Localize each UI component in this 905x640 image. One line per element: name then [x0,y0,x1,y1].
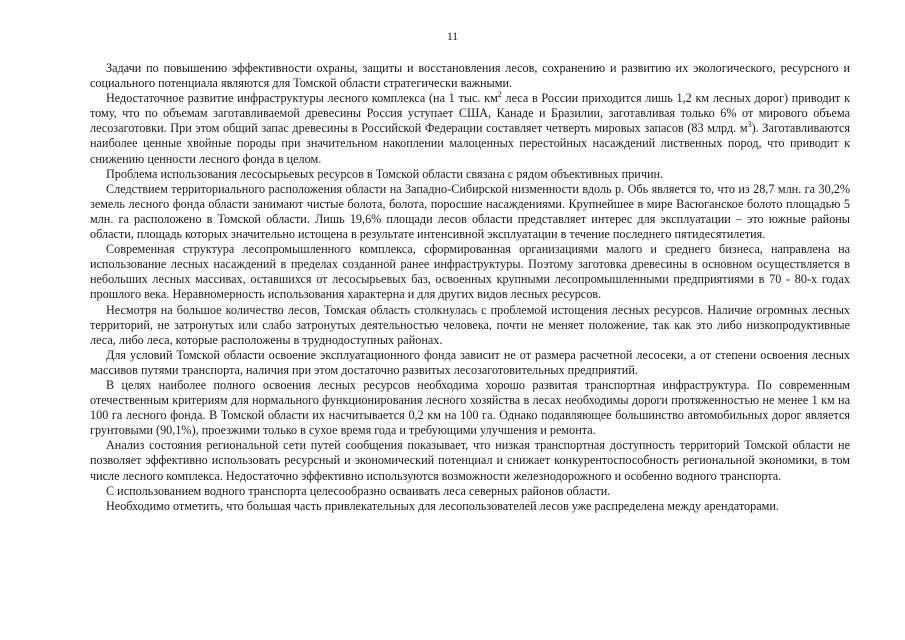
paragraph-2-part-3: ). Заготавливаются наиболее ценные хвойные породы при значительном накоплении малоценных перестойных насаждений лиственных пород, что приводит к снижению ценности лесного фонда в целом. [90,121,850,166]
paragraph-11: Необходимо отметить, что большая часть привлекательных для лесопользователей лесов уже распределена между арендаторами. [106,498,779,513]
paragraph-6: Несмотря на большое количество лесов, Томская область столкнулась с проблемой истощения лесных ресурсов. Наличие огромных лесных территорий, не затронутых или слабо затронутых деятельностью человека, почти не меняет положение, так как это либо низкопродуктивные леса, либо леса, которые расположены в труднодоступных районах. [90,302,850,347]
paragraph-3: Проблема использования лесосырьевых ресурсов в Томской области связана с рядом объективных причин. [106,166,664,181]
paragraph-10: С использованием водного транспорта целесообразно осваивать леса северных районов области. [106,483,611,498]
paragraph-2-part-1: Недостаточное развитие инфраструктуры лесного комплекса (на 1 тыс. км [106,91,498,106]
paragraph-7: Для условий Томской области освоение эксплуатационного фонда зависит не от размера расчетной лесосеки, а от степени освоения лесных массивов путями транспорта, наличия при этом достаточно развитых лесозаготовительных предприятий. [90,347,850,377]
superscript-square: 2 [497,90,502,100]
paragraph-4: Следствием территориального расположения области на Западно-Сибирской низменности вдоль р. Обь является то, что из 28,7 млн. га 30,2% земель лесного фонда области занимают чистые болота, болота, поросшие насаждениями. Крупнейшее в мире Васюганское болото площадью 5 млн. га расположено в Томской области. Лишь 19,6% площади лесов области представляет интерес для эксплуатации – это южные районы области, площадь которых значительно истощена в результате интенсивной эксплуатации в течение последнего пятидесятилетия. [90,181,850,242]
paragraph-8: В целях наиболее полного освоения лесных ресурсов необходима хорошо развитая транспортная инфраструктура. По современным отечественным критериям для нормального функционирования лесного хозяйства в лесах необходимы дороги протяженностью не менее 1 км на 100 га лесного фонда. В Томской области их насчитывается 0,2 км на 100 га. Однако подавляющее большинство автомобильных дорог является грунтовыми (90,1%), проезжими только в сухое время года и требующими улучшения и ремонта. [90,377,850,438]
paragraph-2 [90,91,850,166]
paragraph-5: Современная структура лесопромышленного комплекса, сформированная организациями малого и среднего бизнеса, направлена на использование лесных насаждений в пределах созданной ранее инфраструктуры. Поэтому заготовка древесины в основном осуществляется в небольших лесных массивах, оставшихся от лесосырьевых баз, освоенных крупными лесопромышленными предприятиями в 70 - 80-х годах прошлого века. Неравномерность использования характерна и для других видов лесных ресурсов. [90,242,850,302]
paragraph-2-part-2: леса в России приходится лишь 1,2 км лесных дорог) приводит к тому, что по объемам заготавливаемой древесины Россия уступает США, Канаде и Бразилии, заготавливая только 6% от мирового объема лесозаготовки. При этом общий запас древесины в Российской Федерации составляет четверть мировых запасов (83 млрд. м [90,91,851,136]
page-number: 11 [446,31,459,43]
body-text [90,61,850,514]
paragraph-1: Задачи по повышению эффективности охраны, защиты и восстановления лесов, сохранению и развитию их экологического, ресурсного и социального потенциала являются для Томской области стратегически важными. [90,61,850,91]
paragraph-9: Анализ состояния региональной сети путей сообщения показывает, что низкая транспортная доступность территорий Томской области не позволяет эффективно использовать ресурсный и экономический потенциал и снижает конкурентоспособность региональной экономики, в том числе лесного комплекса. Недостаточно эффективно используются возможности железнодорожного и особенно водного транспорта. [90,438,850,483]
superscript-cubic: 3 [747,120,752,130]
